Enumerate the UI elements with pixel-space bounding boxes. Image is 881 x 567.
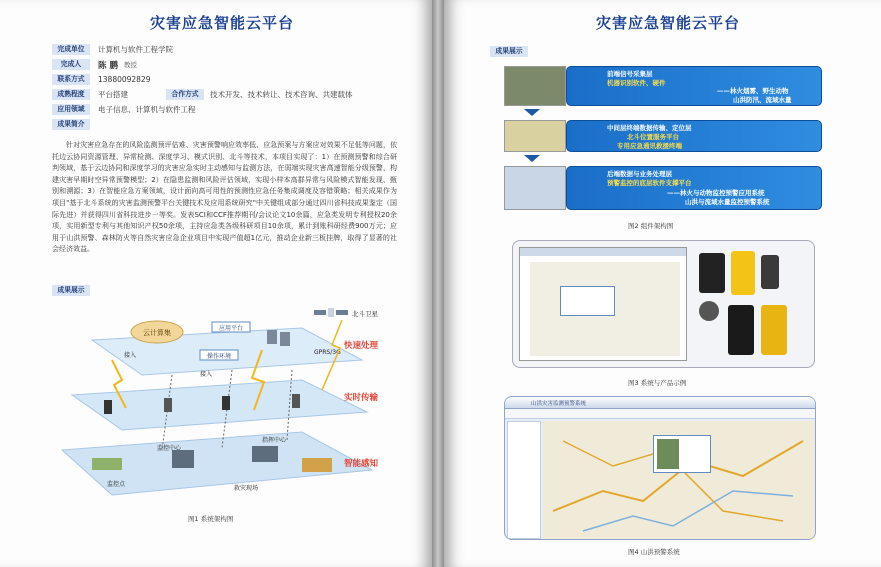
component-architecture-figure bbox=[504, 64, 834, 212]
band3-detail2: 山洪与流域水量监控预警系统 bbox=[685, 198, 770, 206]
station-popup bbox=[653, 435, 711, 473]
info-row-phone bbox=[52, 72, 397, 87]
figure-4-caption: 图4 山洪预警系统 bbox=[628, 548, 680, 556]
band1-detail: ——林火烟雾、野生动物 bbox=[717, 87, 789, 95]
info-row-person bbox=[52, 57, 397, 72]
band3-title: 后端数据与业务处理层 bbox=[607, 170, 672, 178]
page-title: 灾害应急智能云平台 bbox=[150, 14, 295, 32]
server-icon bbox=[280, 332, 290, 346]
monitor-station-icon bbox=[172, 450, 194, 468]
intro-paragraph: 针对灾害应急存在的风险监测预评估难、灾害预警响应效率低、应急预案与方案应对效果不足低等问题，依托边云协同资源管理、异常检测、深度学习、模式识别、北斗等技术，本项目实现了：1）在预测预警和综合研判领域，基于云边协同和深度学习的灾害应急实时主动感知与监测方法，在弱端实现灾害高速智能分级预警，构建灾害早期时空异常预警模型；2）在隐患监测和风险评估领域，实现小样本高群异常与风险模式智能发现、甄别和溯源；3）在智能应急方案领域，设计面向高可用性的预测性应急任务集成调度及容错策略；相关成果作为项目"基于北斗系统的灾害监测预警平台关键技术及应用系统研究"中关键组成部分通过四川省科技成果鉴定（国际先进）并获得四川省科技进步一等奖。发表SCI和CCF推荐期刊/会议论文10余篇，应急类发明专利授权20余项，实用新型专利与其他知识产权50余项，主持应急类各级科研项目10余项，累计到账科研经费900万元；应用于山洪预警、森林防火等自然灾害应急企业项目中实现产值超1亿元，推动企业新三板挂牌，取得了显著的社会经济效益。 bbox=[52, 141, 397, 254]
unit-value: 计算机与软件工程学院 bbox=[98, 45, 173, 54]
coop-label: 合作方式 bbox=[166, 89, 204, 100]
field-site-label: 救灾现场 bbox=[234, 485, 259, 492]
info-table bbox=[52, 42, 397, 132]
right-page bbox=[444, 0, 881, 567]
rescue-vehicle-icon bbox=[302, 458, 332, 472]
layer-top-label: 快速处理 bbox=[344, 341, 379, 351]
band-backend-layer bbox=[566, 166, 822, 210]
rugged-terminal-icon bbox=[761, 305, 787, 355]
field-camera-icon bbox=[92, 458, 122, 470]
figure-3-caption: 图3 系统与产品示例 bbox=[628, 379, 687, 387]
band2-detail: 专用应急通讯救援终端 bbox=[617, 142, 682, 150]
access-right-label: 接入 bbox=[200, 371, 213, 378]
layer-mid-label: 实时传输 bbox=[344, 393, 379, 403]
person-name: 陈 鹏 bbox=[98, 60, 118, 71]
radio-device-icon bbox=[292, 394, 300, 408]
thumb-devices-photo bbox=[504, 120, 566, 152]
band3-detail: ——林火与动物监控预警应用系统 bbox=[667, 189, 765, 197]
book-gutter bbox=[432, 0, 444, 567]
app-toolbar bbox=[505, 409, 816, 419]
info-row-field bbox=[52, 102, 397, 117]
page-title-right: 灾害应急智能云平台 bbox=[596, 14, 741, 32]
band2-subtitle: 北斗位置服务平台 bbox=[627, 133, 679, 141]
figure-2-caption: 图2 组件架构图 bbox=[628, 222, 674, 230]
satellite-icon bbox=[314, 308, 348, 317]
flow-arrow-icon bbox=[524, 155, 540, 162]
band1-title: 前端信号采集层 bbox=[607, 70, 653, 78]
thumb-software-screens bbox=[504, 166, 566, 210]
system-architecture-diagram bbox=[52, 300, 392, 505]
layer-bot-label: 智能感知 bbox=[344, 459, 379, 469]
coop-value: 技术开发、技术转让、技术咨询、共建载体 bbox=[210, 90, 353, 99]
app-platform-label: 应用平台 bbox=[218, 325, 244, 332]
command-center-icon bbox=[252, 446, 278, 462]
unit-label: 完成单位 bbox=[52, 44, 90, 55]
intro-label: 成果简介 bbox=[52, 119, 90, 130]
info-row-intro bbox=[52, 117, 397, 132]
results-label-right: 成果展示 bbox=[490, 46, 528, 57]
band2-title: 中间层终端数据传输、定位层 bbox=[607, 124, 692, 132]
gps-puck-icon bbox=[699, 301, 719, 321]
radio-device-icon bbox=[222, 396, 230, 410]
maturity-value: 平台搭建 bbox=[98, 90, 128, 99]
band1-subtitle: 机器识别软件、硬件 bbox=[607, 79, 666, 87]
band1-detail2: 山洪防汛、流域水量 bbox=[733, 96, 792, 104]
map-toolbar bbox=[520, 248, 686, 256]
satellite-label: 北斗卫星 bbox=[352, 310, 378, 318]
rugged-phone-icon bbox=[728, 305, 754, 355]
field-label: 应用领域 bbox=[52, 104, 90, 115]
app-window-title: 山洪灾害监测预警系统 bbox=[531, 401, 587, 407]
radio-device-icon bbox=[164, 398, 172, 412]
gprs-label: GPRS/3G bbox=[314, 349, 341, 356]
monitor-point-label: 监控点 bbox=[107, 481, 126, 488]
info-row-unit bbox=[52, 42, 397, 57]
results-label: 成果展示 bbox=[52, 285, 90, 296]
map-popup bbox=[560, 286, 615, 316]
flood-map bbox=[543, 421, 815, 539]
system-products-figure bbox=[512, 240, 815, 368]
maturity-label: 成熟程度 bbox=[52, 89, 90, 100]
station-photo bbox=[657, 439, 679, 469]
server-icon bbox=[267, 330, 277, 344]
flood-warning-figure bbox=[504, 396, 816, 540]
person-label: 完成人 bbox=[52, 59, 90, 70]
phone-device-icon bbox=[761, 255, 779, 289]
field-value: 电子信息、计算机与软件工程 bbox=[98, 105, 196, 114]
band-middle-layer bbox=[566, 120, 822, 152]
phone-value: 13880092829 bbox=[98, 75, 151, 84]
app-title-bar bbox=[505, 397, 816, 409]
thumb-sensors-photo bbox=[504, 66, 566, 106]
figure-1-caption: 图1 系统架构图 bbox=[188, 515, 234, 523]
flow-arrow-icon bbox=[524, 109, 540, 116]
yellow-handset-icon bbox=[731, 251, 755, 295]
band-frontend-layer bbox=[566, 66, 822, 106]
radio-device-icon bbox=[104, 400, 112, 414]
ctrl-center-left-label: 监控中心 bbox=[157, 445, 182, 452]
tablet-device-icon bbox=[699, 253, 725, 293]
ctrl-center-right-label: 指挥中心 bbox=[262, 437, 287, 444]
ops-env-label: 操作环境 bbox=[206, 353, 232, 360]
access-left-label: 接入 bbox=[124, 352, 137, 359]
cloud-label: 云计算集 bbox=[143, 329, 171, 337]
app-sidebar bbox=[507, 421, 541, 539]
left-page bbox=[0, 0, 432, 567]
phone-label: 联系方式 bbox=[52, 74, 90, 85]
map-screenshot bbox=[519, 247, 687, 361]
band3-subtitle: 预警监控的底层软件支撑平台 bbox=[607, 179, 692, 187]
info-row-maturity bbox=[52, 87, 397, 102]
person-title: 教授 bbox=[123, 61, 137, 69]
